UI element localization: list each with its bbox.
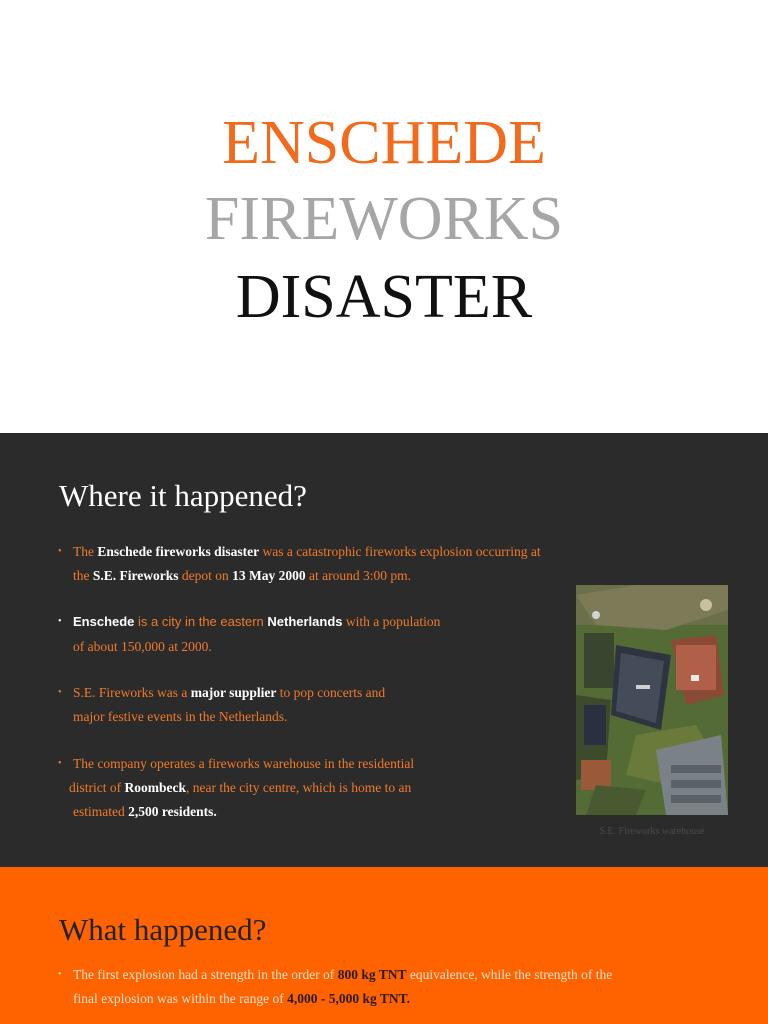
title-line-disaster: DISASTER bbox=[235, 263, 533, 331]
title-slide bbox=[0, 0, 768, 433]
title-line-enschede: ENSCHEDE bbox=[222, 109, 546, 177]
bullet-dot: • bbox=[58, 616, 62, 627]
bullet-dot: • bbox=[58, 546, 62, 557]
where-bullet-1-line-2: the S.E. Fireworks depot on 13 May 2000 at around 3:00 pm. bbox=[73, 568, 411, 583]
title-line-fireworks: FIREWORKS bbox=[204, 185, 564, 253]
where-bullet-4-line-1: • The company operates a fireworks warehouse in the residential bbox=[73, 752, 414, 776]
photo-caption: S.E. Fireworks warehouse bbox=[599, 826, 705, 837]
where-it-happened-slide bbox=[0, 433, 768, 867]
bullet-dot: • bbox=[58, 758, 62, 769]
what-happened-slide bbox=[0, 867, 768, 1024]
where-bullet-4-line-3: estimated 2,500 residents. bbox=[73, 804, 217, 819]
where-bullet-2-line-2: of about 150,000 at 2000. bbox=[73, 639, 212, 654]
where-bullet-2-line-1: • Enschede is a city in the eastern Netherlands with a population bbox=[73, 610, 440, 634]
bullet-dot: • bbox=[58, 969, 62, 980]
bullet-dot: • bbox=[58, 687, 62, 698]
where-bullet-1-line-1: • The Enschede fireworks disaster was a catastrophic fireworks explosion occurring at bbox=[73, 540, 541, 564]
where-bullet-4-line-2: district of Roombeck, near the city centre, which is home to an bbox=[69, 780, 412, 795]
what-heading: What happened? bbox=[59, 912, 267, 947]
where-bullet-3-line-2: major festive events in the Netherlands. bbox=[73, 709, 288, 724]
where-bullet-3-line-1: • S.E. Fireworks was a major supplier to pop concerts and bbox=[73, 681, 385, 705]
aerial-photo-warehouse bbox=[576, 585, 728, 815]
what-bullet-1-line-2: final explosion was within the range of 4,000 - 5,000 kg TNT. bbox=[73, 991, 410, 1006]
where-heading: Where it happened? bbox=[59, 478, 307, 513]
what-bullet-1-line-1: • The first explosion had a strength in the order of 800 kg TNT equivalence, while the strength of the bbox=[73, 963, 612, 987]
